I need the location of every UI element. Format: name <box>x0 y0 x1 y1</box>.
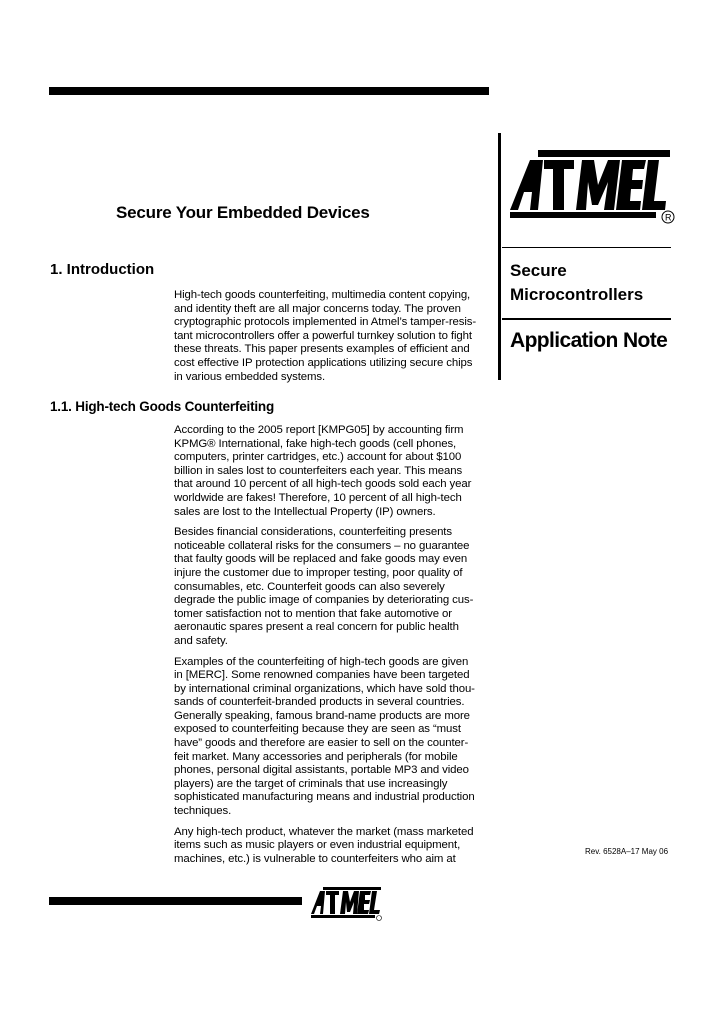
registered-mark: R <box>665 212 672 223</box>
text-line: Any high-tech product, whatever the market (mass marketed <box>174 825 474 838</box>
text-line: cryptographic protocols implemented in Atmel’s tamper-resis- <box>174 316 477 329</box>
text-line: tomer satisfaction not to mention that fake automotive or <box>174 607 452 620</box>
text-line: players) are the target of criminals that use increasingly <box>174 777 448 790</box>
document-type: Application Note <box>510 329 668 352</box>
text-line: consumables, etc. Counterfeit goods can also severely <box>174 580 445 593</box>
text-line: by international criminal organizations, which have sold thou- <box>174 682 475 695</box>
text-line: in various embedded systems. <box>174 370 326 383</box>
sidebar-rule-1 <box>502 247 671 248</box>
text-line: noticeable collateral risks for the consumers – no guarantee <box>174 539 470 552</box>
text-line: machines, etc.) is vulnerable to counterfeiters who aim at <box>174 852 456 865</box>
text-line: computers, printer cartridges, etc.) account for about $100 <box>174 451 462 464</box>
text-line: KPMG® International, fake high-tech goods (cell phones, <box>174 437 457 450</box>
text-line: billion in sales lost to counterfeiters each year. This means <box>174 464 463 477</box>
text-line: sands of counterfeit-branded products in several countries. <box>174 696 465 709</box>
text-line: exposed to counterfeiting because they are seen as “must <box>174 723 461 736</box>
text-line: have” goods and therefore are easier to sell on the counter- <box>174 737 469 750</box>
counterfeiting-body <box>174 424 486 873</box>
section-heading-introduction: 1. Introduction <box>50 261 155 278</box>
paragraph-3 <box>174 656 486 819</box>
footer-rule <box>49 897 302 905</box>
paragraph-2 <box>174 526 486 648</box>
text-line: phones, personal digital assistants, portable MP3 and video <box>174 764 469 777</box>
text-line: in [MERC]. Some renowned companies have been targeted <box>174 669 470 682</box>
text-line: sales are lost to the Intellectual Property (IP) owners. <box>174 505 436 518</box>
sidebar-divider <box>498 133 501 380</box>
intro-paragraph <box>174 289 486 391</box>
product-line-1: Secure <box>510 261 567 280</box>
paragraph-1 <box>174 424 486 519</box>
paragraph-4 <box>174 826 486 867</box>
text-line: techniques. <box>174 805 232 818</box>
text-line: feit market. Many accessories and peripherals (for mobile <box>174 750 458 763</box>
text-line: sophisticated manufacturing means and industrial production <box>174 791 475 804</box>
text-line: aeronautic spares present a real concern for public health <box>174 621 459 634</box>
revision-label: Rev. 6528A–17 May 06 <box>585 847 669 856</box>
text-line: degrade the public image of companies by deteriorating cus- <box>174 594 474 607</box>
product-line-2: Microcontrollers <box>510 285 644 304</box>
text-line: cost effective IP protection applications utilizing secure chips <box>174 356 473 369</box>
text-line: Examples of the counterfeiting of high-tech goods are given <box>174 655 469 668</box>
text-line: and safety. <box>174 634 228 647</box>
sidebar-rule-2 <box>502 318 671 320</box>
text-line: that around 10 percent of all high-tech goods sold each year <box>174 478 472 491</box>
product-title <box>510 259 675 307</box>
text-line: injure the customer due to improper testing, poor quality of <box>174 566 463 579</box>
atmel-logo <box>510 150 675 225</box>
text-line: that faulty goods will be replaced and fake goods may even <box>174 553 468 566</box>
text-line: tant microcontrollers offer a powerful turnkey solution to fight <box>174 329 472 342</box>
text-line: and identity theft are all major concerns today. The proven <box>174 302 461 315</box>
text-line: items such as music players or even industrial equipment, <box>174 839 461 852</box>
text-line: According to the 2005 report [KMPG05] by accounting firm <box>174 424 464 436</box>
text-line: Generally speaking, famous brand-name products are more <box>174 709 470 722</box>
text-line: Besides financial considerations, counterfeiting presents <box>174 526 452 539</box>
text-line: worldwide are fakes! Therefore, 10 percent of all high-tech <box>174 491 462 504</box>
atmel-logo-footer <box>311 887 383 921</box>
text-line: these threats. This paper presents examples of efficient and <box>174 343 470 356</box>
text-line: High-tech goods counterfeiting, multimedia content copying, <box>174 289 471 301</box>
document-title: Secure Your Embedded Devices <box>116 203 370 222</box>
top-rule <box>49 87 489 95</box>
section-heading-counterfeiting: 1.1. High-tech Goods Counterfeiting <box>50 399 275 414</box>
